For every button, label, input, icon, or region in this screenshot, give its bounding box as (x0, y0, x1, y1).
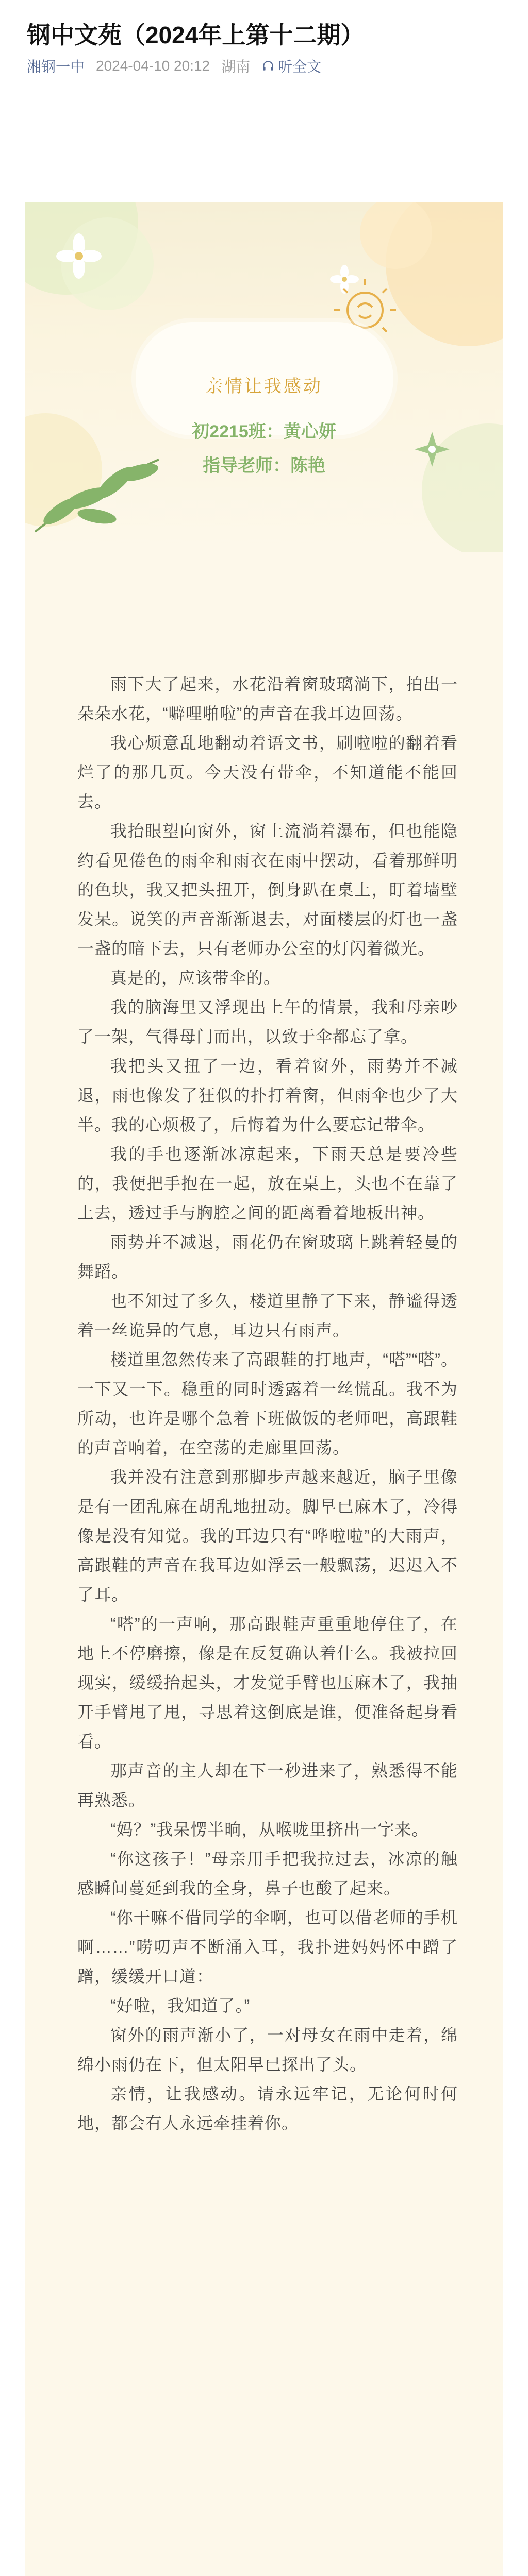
essay-paragraph: “嗒”的一声响，那高跟鞋声重重地停住了，在地上不停磨擦，像是在反复确认着什么。我被拉回现实，缓缓抬起头，才发觉手臂也压麻木了，我抽开手臂甩了甩，寻思着这倒底是谁，便准备起身看看。 (77, 1615, 458, 1751)
essay-paragraph: 我把头又扭了一边，看着窗外，雨势并不减退，雨也像发了狂似的扑打着窗，但雨伞也少了大半。我的心烦极了，后悔着为什么要忘记带伞。 (77, 1057, 458, 1134)
essay-paragraph: 也不知过了多久，楼道里静了下来，静谧得透着一丝诡异的气息，耳边只有雨声。 (77, 1292, 458, 1340)
publish-date: 2024-04-10 20:12 (96, 58, 210, 74)
essay-paragraph: 亲情，让我感动。请永远牢记，无论何时何地，都会有人永远牵挂着你。 (77, 2084, 458, 2132)
article-meta (27, 56, 321, 76)
essay-paragraph: 我并没有注意到那脚步声越来越近，脑子里像是有一团乱麻在胡乱地扭动。脚早已麻木了，冷得像是没有知觉。我的耳边只有“哗啦啦”的大雨声，高跟鞋的声音在我耳边如浮云一般飘荡，迟迟入不了耳。 (77, 1468, 458, 1604)
essay-paragraph: “你这孩子！”母亲用手把我拉过去，冰凉的触感瞬间蔓延到我的全身，鼻子也酸了起来。 (77, 1850, 458, 1897)
essay-paragraph: 我心烦意乱地翻动着语文书，刷啦啦的翻着看烂了的那几页。今天没有带伞，不知道能不能回去。 (77, 734, 458, 811)
essay-paragraph: 雨势并不减退，雨花仍在窗玻璃上跳着轻曼的舞蹈。 (77, 1233, 458, 1281)
essay-paragraph: 窗外的雨声渐小了，一对母女在雨中走着，绵绵小雨仍在下，但太阳早已探出了头。 (77, 2026, 458, 2074)
article-title: 钢中文苑（2024年上第十二期） (27, 22, 365, 48)
essay-paragraph: 雨下大了起来，水花沿着窗玻璃淌下，拍出一朵朵水花，“噼哩啪啦”的声音在我耳边回荡。 (77, 675, 458, 723)
essay-paragraph: 真是的，应该带伞的。 (110, 969, 281, 987)
article-header (0, 0, 528, 77)
essay-paragraph: 我抬眼望向窗外，窗上流淌着瀑布，但也能隐约看见倦色的雨伞和雨衣在雨中摆动，看着那鲜明的色块，我又把头扭开，倒身趴在桌上，盯着墙壁发呆。说笑的声音渐渐退去，对面楼层的灯也一盏一盏的暗下去，只有老师办公室的灯闪着微光。 (77, 822, 458, 958)
account-link[interactable]: 湘钢一中 (27, 59, 85, 75)
teacher-line: 指导老师：陈艳 (203, 456, 325, 476)
author-line: 初2215班：黄心妍 (192, 422, 336, 442)
essay-paragraph: 楼道里忽然传来了高跟鞋的打地声，“嗒”“嗒”。一下又一下。稳重的同时透露着一丝慌乱。我不为所动，也许是哪个急着下班做饭的老师吧，高跟鞋的声音响着，在空荡的走廊里回荡。 (77, 1350, 458, 1457)
essay-paragraph: 那声音的主人却在下一秒进来了，熟悉得不能再熟悉。 (77, 1761, 458, 1809)
listen-label: 听全文 (278, 59, 322, 75)
essay-title: 亲情让我感动 (205, 377, 323, 396)
essay-paragraph: “你干嘛不借同学的伞啊，也可以借老师的手机啊……”唠叨声不断涌入耳，我扑进妈妈怀中蹭了蹭，缓缓开口道： (77, 1908, 458, 1986)
location-label: 湖南 (221, 59, 251, 75)
headphones-icon (261, 59, 275, 73)
essay-paragraph: 我的脑海里又浮现出上午的情景，我和母亲吵了一架，气得母门而出，以致于伞都忘了拿。 (77, 998, 458, 1046)
essay-paragraph: “好啦，我知道了。” (110, 1996, 251, 2015)
essay-paragraph: 我的手也逐渐冰凉起来，下雨天总是要冷些的，我便把手抱在一起，放在桌上，头也不在靠了上去，透过手与胸腔之间的距离看着地板出神。 (77, 1145, 458, 1222)
listen-button[interactable] (261, 56, 321, 76)
essay-body (77, 670, 458, 2138)
essay-paragraph: “妈？”我呆愣半晌，从喉咙里挤出一字来。 (110, 1820, 429, 1839)
